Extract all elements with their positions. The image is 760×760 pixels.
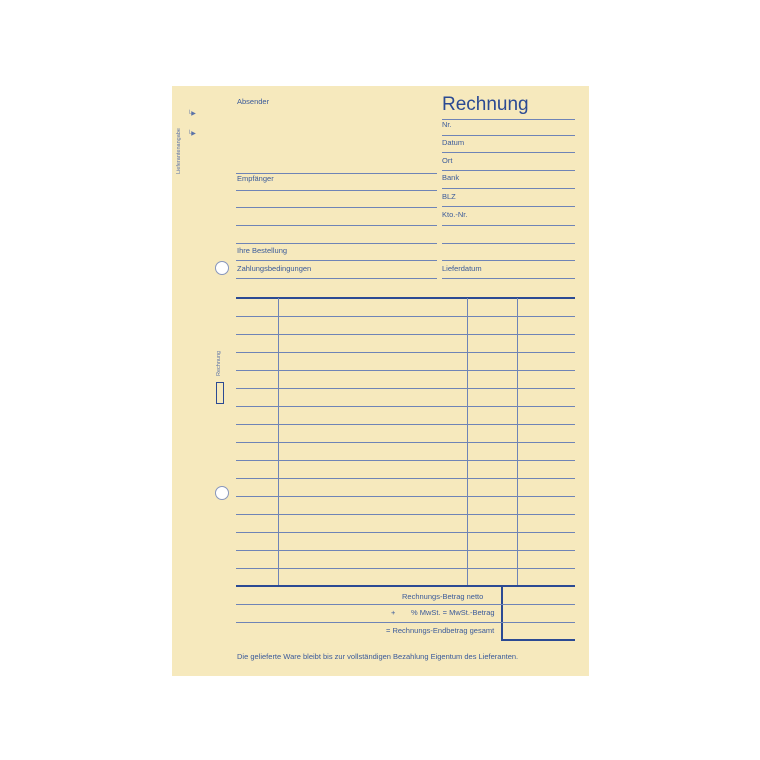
- item-table-row-line: [236, 424, 575, 425]
- delivery-date-label: Lieferdatum: [442, 264, 482, 273]
- form-line: [442, 135, 575, 136]
- vat-plus-sign: +: [391, 608, 396, 617]
- form-line: [236, 604, 575, 605]
- form-line: [236, 243, 437, 244]
- margin-vertical-title: Rechnung: [216, 350, 222, 376]
- gross-total-label: = Rechnungs-Endbetrag gesamt: [386, 626, 495, 635]
- order-label: Ihre Bestellung: [237, 246, 288, 255]
- form-line: [442, 119, 575, 120]
- form-line: [442, 206, 575, 207]
- item-table-row-line: [236, 514, 575, 515]
- item-table-row-line: [236, 406, 575, 407]
- brand-logo: [216, 382, 224, 404]
- field-blz-label: BLZ: [442, 192, 456, 201]
- item-table-row-line: [236, 388, 575, 389]
- totals-bottom-border: [501, 639, 575, 641]
- payment-terms-label: Zahlungsbedingungen: [237, 264, 312, 273]
- margin-tick-mark: └▶: [187, 131, 196, 137]
- sender-label: Absender: [237, 97, 270, 106]
- item-table-row-line: [236, 334, 575, 335]
- item-table-row-line: [236, 352, 575, 353]
- form-line: [236, 260, 437, 261]
- item-table-row-line: [236, 316, 575, 317]
- item-table-row-line: [236, 550, 575, 551]
- form-line: [236, 278, 437, 279]
- item-table-row-line: [236, 460, 575, 461]
- margin-vertical-text: Lieferantenangabe: [176, 128, 182, 174]
- totals-top-border: [236, 585, 575, 587]
- totals-divider: [501, 586, 503, 640]
- form-line: [236, 207, 437, 208]
- punch-hole: [215, 261, 229, 275]
- item-table-row-line: [236, 496, 575, 497]
- margin-tick-mark: └▶: [187, 111, 196, 117]
- field-place-label: Ort: [442, 156, 453, 165]
- form-line: [236, 225, 437, 226]
- form-line: [442, 225, 575, 226]
- item-table-top-border: [236, 297, 575, 299]
- recipient-label: Empfänger: [237, 174, 274, 183]
- item-table-row-line: [236, 442, 575, 443]
- form-line: [442, 170, 575, 171]
- invoice-form-sheet: [172, 86, 589, 676]
- form-line: [442, 243, 575, 244]
- form-line: [236, 622, 575, 623]
- field-date-label: Datum: [442, 138, 465, 147]
- form-line: [442, 188, 575, 189]
- vat-label: % MwSt. = MwSt.-Betrag: [411, 608, 495, 617]
- form-line: [442, 260, 575, 261]
- form-line: [236, 190, 437, 191]
- field-number-label: Nr.: [442, 120, 452, 129]
- invoice-title: Rechnung: [442, 94, 529, 115]
- item-table-row-line: [236, 532, 575, 533]
- field-bank-label: Bank: [442, 173, 460, 182]
- item-table-row-line: [236, 370, 575, 371]
- form-line: [442, 152, 575, 153]
- punch-hole: [215, 486, 229, 500]
- item-table-row-line: [236, 568, 575, 569]
- field-account-label: Kto.-Nr.: [442, 210, 468, 219]
- footer-retention-note: Die gelieferte Ware bleibt bis zur vollständigen Bezahlung Eigentum des Lieferanten.: [237, 652, 519, 661]
- item-table-row-line: [236, 478, 575, 479]
- net-amount-label: Rechnungs-Betrag netto: [402, 592, 484, 601]
- form-line: [442, 278, 575, 279]
